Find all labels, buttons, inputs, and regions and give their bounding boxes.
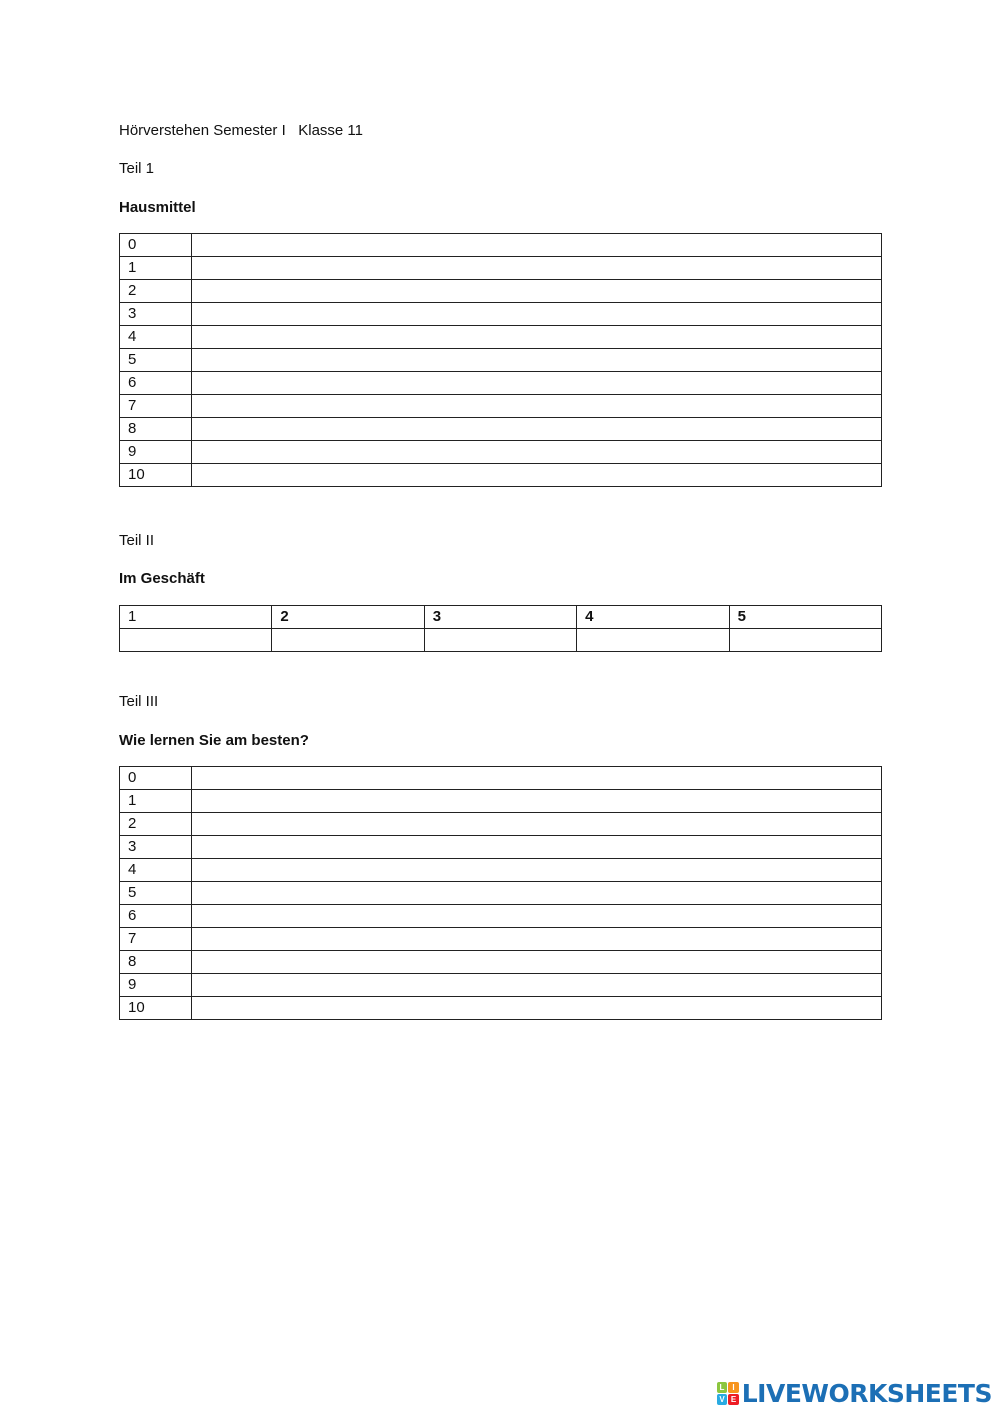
table-answer-row	[120, 629, 882, 652]
table-row	[120, 790, 882, 813]
row-number: 8	[120, 418, 192, 441]
logo-mark-letter: L	[717, 1382, 728, 1393]
table-header-row	[120, 606, 882, 629]
worksheet-title: Hörverstehen Semester I Klasse 11	[119, 122, 363, 139]
answer-cell[interactable]	[729, 629, 881, 652]
logo-mark-letter: I	[728, 1382, 739, 1393]
answer-cell[interactable]	[192, 859, 882, 882]
row-number: 3	[120, 303, 192, 326]
table-row	[120, 928, 882, 951]
answer-cell[interactable]	[192, 257, 882, 280]
answer-cell[interactable]	[192, 395, 882, 418]
column-number: 4	[577, 606, 729, 629]
answer-cell[interactable]	[192, 813, 882, 836]
table-row	[120, 859, 882, 882]
row-number: 6	[120, 905, 192, 928]
answer-cell[interactable]	[192, 905, 882, 928]
logo-text: LIVEWORKSHEETS	[741, 1378, 992, 1408]
answer-cell[interactable]	[192, 928, 882, 951]
answer-cell[interactable]	[424, 629, 576, 652]
answer-cell[interactable]	[192, 303, 882, 326]
table-row	[120, 441, 882, 464]
row-number: 5	[120, 349, 192, 372]
liveworksheets-logo[interactable]	[717, 1379, 992, 1407]
row-number: 9	[120, 441, 192, 464]
row-number: 7	[120, 395, 192, 418]
row-number: 7	[120, 928, 192, 951]
table-row	[120, 372, 882, 395]
row-number: 3	[120, 836, 192, 859]
table-row	[120, 326, 882, 349]
row-number: 2	[120, 280, 192, 303]
table-row	[120, 280, 882, 303]
row-number: 8	[120, 951, 192, 974]
logo-mark-letter: V	[717, 1394, 728, 1405]
table-row	[120, 234, 882, 257]
part2-heading: Im Geschäft	[119, 570, 205, 587]
table-row	[120, 836, 882, 859]
table-row	[120, 905, 882, 928]
logo-mark-letter: E	[728, 1394, 739, 1405]
answer-cell[interactable]	[272, 629, 424, 652]
part3-answer-table	[119, 766, 882, 1020]
table-row	[120, 882, 882, 905]
part2-label: Teil II	[119, 532, 155, 549]
answer-cell[interactable]	[192, 280, 882, 303]
row-number: 0	[120, 234, 192, 257]
answer-cell[interactable]	[192, 441, 882, 464]
answer-cell[interactable]	[577, 629, 729, 652]
row-number: 1	[120, 257, 192, 280]
table-row	[120, 951, 882, 974]
table-row	[120, 813, 882, 836]
column-number: 3	[424, 606, 576, 629]
row-number: 1	[120, 790, 192, 813]
part2-answer-table	[119, 605, 882, 652]
table-row	[120, 303, 882, 326]
row-number: 2	[120, 813, 192, 836]
table-row	[120, 418, 882, 441]
answer-cell[interactable]	[192, 790, 882, 813]
answer-cell[interactable]	[192, 767, 882, 790]
liveworksheets-logo-icon	[717, 1382, 739, 1404]
table-row	[120, 464, 882, 487]
part1-answer-table	[119, 233, 882, 487]
row-number: 10	[120, 997, 192, 1020]
answer-cell[interactable]	[192, 234, 882, 257]
row-number: 4	[120, 326, 192, 349]
part1-label: Teil 1	[119, 160, 155, 177]
table-row	[120, 974, 882, 997]
table-row	[120, 997, 882, 1020]
part1-heading: Hausmittel	[119, 199, 196, 216]
table-row	[120, 349, 882, 372]
answer-cell[interactable]	[192, 882, 882, 905]
answer-cell[interactable]	[192, 418, 882, 441]
column-number: 1	[120, 606, 272, 629]
answer-cell[interactable]	[192, 836, 882, 859]
answer-cell[interactable]	[120, 629, 272, 652]
answer-cell[interactable]	[192, 326, 882, 349]
table-row	[120, 767, 882, 790]
answer-cell[interactable]	[192, 997, 882, 1020]
answer-cell[interactable]	[192, 349, 882, 372]
table-row	[120, 395, 882, 418]
answer-cell[interactable]	[192, 951, 882, 974]
answer-cell[interactable]	[192, 372, 882, 395]
row-number: 6	[120, 372, 192, 395]
answer-cell[interactable]	[192, 464, 882, 487]
row-number: 4	[120, 859, 192, 882]
part3-heading: Wie lernen Sie am besten?	[119, 732, 309, 749]
row-number: 9	[120, 974, 192, 997]
row-number: 0	[120, 767, 192, 790]
column-number: 5	[729, 606, 881, 629]
answer-cell[interactable]	[192, 974, 882, 997]
table-row	[120, 257, 882, 280]
column-number: 2	[272, 606, 424, 629]
row-number: 10	[120, 464, 192, 487]
row-number: 5	[120, 882, 192, 905]
part3-label: Teil III	[119, 693, 159, 710]
